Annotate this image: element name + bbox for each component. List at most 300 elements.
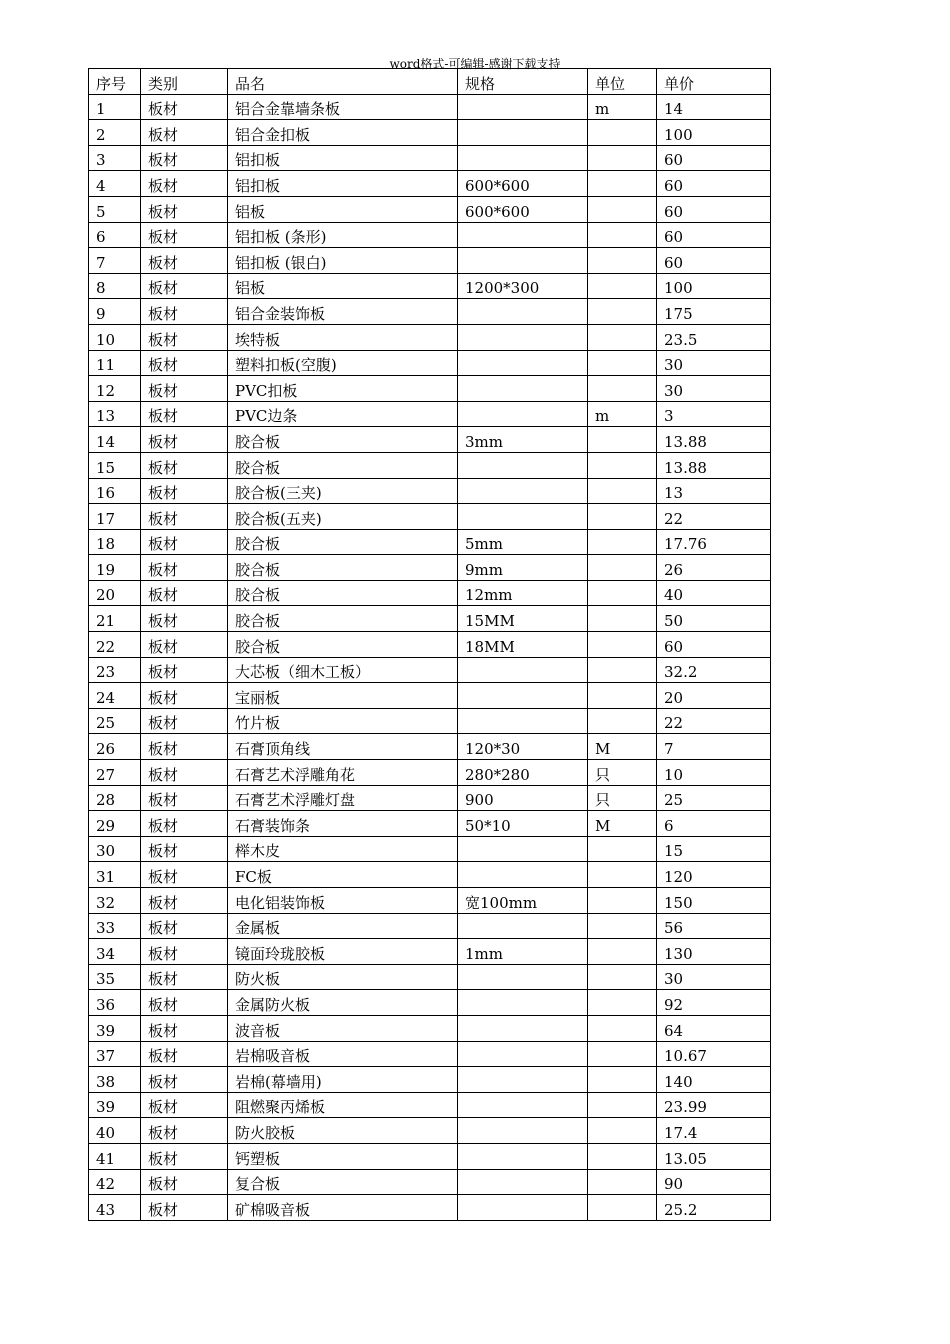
table-row (89, 452, 771, 478)
product-name-cell: 钙塑板 (228, 1143, 458, 1169)
index-cell: 2 (89, 120, 141, 146)
table-row (89, 196, 771, 222)
index-cell: 25 (89, 708, 141, 734)
category-cell: 板材 (141, 683, 228, 709)
index-cell: 31 (89, 862, 141, 888)
index-cell: 3 (89, 145, 141, 171)
product-name-cell: 埃特板 (228, 324, 458, 350)
product-name-cell: 金属防火板 (228, 990, 458, 1016)
product-name-cell: 石膏装饰条 (228, 811, 458, 837)
category-cell: 板材 (141, 504, 228, 530)
unit-price-cell: 60 (657, 222, 771, 248)
unit-price-cell: 30 (657, 964, 771, 990)
unit-cell: M (588, 734, 657, 760)
table-row (89, 1195, 771, 1221)
product-name-cell: 岩棉(幕墙用) (228, 1067, 458, 1093)
product-name-cell: 岩棉吸音板 (228, 1041, 458, 1067)
index-cell: 9 (89, 299, 141, 325)
table-row (89, 1118, 771, 1144)
table-row (89, 760, 771, 786)
product-name-cell: 阻燃聚丙烯板 (228, 1092, 458, 1118)
unit-price-cell: 50 (657, 606, 771, 632)
table-row (89, 708, 771, 734)
unit-cell (588, 452, 657, 478)
product-name-cell: 电化铝装饰板 (228, 888, 458, 914)
product-name-cell: 塑料扣板(空腹) (228, 350, 458, 376)
table-row (89, 427, 771, 453)
index-cell: 4 (89, 171, 141, 197)
category-cell: 板材 (141, 555, 228, 581)
unit-cell (588, 350, 657, 376)
unit-price-cell: 6 (657, 811, 771, 837)
unit-cell (588, 555, 657, 581)
product-name-cell: PVC边条 (228, 401, 458, 427)
category-cell: 板材 (141, 1041, 228, 1067)
spec-cell: 900 (458, 785, 588, 811)
spec-cell (458, 478, 588, 504)
table-row (89, 683, 771, 709)
unit-cell: m (588, 401, 657, 427)
category-cell: 板材 (141, 529, 228, 555)
spec-cell: 9mm (458, 555, 588, 581)
category-cell: 板材 (141, 299, 228, 325)
spec-cell: 50*10 (458, 811, 588, 837)
unit-price-cell: 30 (657, 376, 771, 402)
spec-cell (458, 248, 588, 274)
table-row (89, 376, 771, 402)
spec-cell (458, 1067, 588, 1093)
product-name-cell: 胶合板 (228, 452, 458, 478)
unit-price-cell: 30 (657, 350, 771, 376)
category-cell: 板材 (141, 478, 228, 504)
spec-cell (458, 964, 588, 990)
category-cell: 板材 (141, 196, 228, 222)
table-row (89, 964, 771, 990)
index-cell: 6 (89, 222, 141, 248)
category-cell: 板材 (141, 913, 228, 939)
index-cell: 19 (89, 555, 141, 581)
product-name-cell: 复合板 (228, 1169, 458, 1195)
table-row (89, 785, 771, 811)
product-name-cell: 金属板 (228, 913, 458, 939)
product-name-cell: 胶合板(五夹) (228, 504, 458, 530)
index-cell: 1 (89, 94, 141, 120)
header-cell-unit-price: 单价 (657, 69, 771, 95)
unit-price-cell: 140 (657, 1067, 771, 1093)
spec-cell: 5mm (458, 529, 588, 555)
spec-cell: 1mm (458, 939, 588, 965)
spec-cell: 1200*300 (458, 273, 588, 299)
unit-cell (588, 529, 657, 555)
unit-price-cell: 15 (657, 836, 771, 862)
category-cell: 板材 (141, 708, 228, 734)
table-row (89, 222, 771, 248)
table-row (89, 606, 771, 632)
table-row (89, 273, 771, 299)
unit-price-cell: 60 (657, 196, 771, 222)
table-row (89, 862, 771, 888)
spec-cell (458, 708, 588, 734)
product-name-cell: 胶合板 (228, 606, 458, 632)
unit-cell (588, 862, 657, 888)
product-name-cell: 胶合板 (228, 555, 458, 581)
product-name-cell: 铝扣板 (条形) (228, 222, 458, 248)
category-cell: 板材 (141, 785, 228, 811)
table-row (89, 350, 771, 376)
page-header-note: word格式-可编辑-感谢下载支持 (389, 57, 561, 71)
spec-cell: 12mm (458, 580, 588, 606)
category-cell: 板材 (141, 1092, 228, 1118)
product-name-cell: 波音板 (228, 1015, 458, 1041)
spec-cell (458, 1015, 588, 1041)
category-cell: 板材 (141, 452, 228, 478)
unit-cell (588, 1195, 657, 1221)
unit-price-cell: 60 (657, 145, 771, 171)
product-name-cell: PVC扣板 (228, 376, 458, 402)
spec-cell (458, 401, 588, 427)
table-row (89, 939, 771, 965)
header-cell-product-name: 品名 (228, 69, 458, 95)
spec-cell (458, 1118, 588, 1144)
unit-price-cell: 56 (657, 913, 771, 939)
index-cell: 5 (89, 196, 141, 222)
category-cell: 板材 (141, 350, 228, 376)
product-name-cell: 铝扣板 (银白) (228, 248, 458, 274)
unit-price-cell: 150 (657, 888, 771, 914)
category-cell: 板材 (141, 1067, 228, 1093)
category-cell: 板材 (141, 964, 228, 990)
index-cell: 23 (89, 657, 141, 683)
unit-cell (588, 196, 657, 222)
header-cell-unit: 单位 (588, 69, 657, 95)
price-table (88, 68, 771, 1221)
unit-price-cell: 13.88 (657, 452, 771, 478)
category-cell: 板材 (141, 734, 228, 760)
table-row (89, 401, 771, 427)
unit-cell (588, 657, 657, 683)
unit-cell: m (588, 94, 657, 120)
category-cell: 板材 (141, 324, 228, 350)
product-name-cell: 防火板 (228, 964, 458, 990)
index-cell: 39 (89, 1092, 141, 1118)
table-header (89, 69, 771, 95)
category-cell: 板材 (141, 811, 228, 837)
category-cell: 板材 (141, 888, 228, 914)
unit-price-cell: 13 (657, 478, 771, 504)
unit-cell (588, 171, 657, 197)
category-cell: 板材 (141, 120, 228, 146)
table-row (89, 734, 771, 760)
unit-cell (588, 248, 657, 274)
spec-cell: 600*600 (458, 196, 588, 222)
spec-cell (458, 836, 588, 862)
spec-cell: 15MM (458, 606, 588, 632)
unit-price-cell: 64 (657, 1015, 771, 1041)
unit-price-cell: 90 (657, 1169, 771, 1195)
spec-cell (458, 990, 588, 1016)
table-row (89, 478, 771, 504)
index-cell: 37 (89, 1041, 141, 1067)
index-cell: 8 (89, 273, 141, 299)
unit-price-cell: 13.05 (657, 1143, 771, 1169)
index-cell: 41 (89, 1143, 141, 1169)
table-row (89, 657, 771, 683)
spec-cell (458, 120, 588, 146)
unit-cell (588, 683, 657, 709)
index-cell: 13 (89, 401, 141, 427)
unit-cell (588, 1092, 657, 1118)
spec-cell: 宽100mm (458, 888, 588, 914)
table-row (89, 1015, 771, 1041)
product-name-cell: 铝板 (228, 273, 458, 299)
category-cell: 板材 (141, 632, 228, 658)
unit-price-cell: 100 (657, 120, 771, 146)
table-row (89, 145, 771, 171)
product-name-cell: 胶合板 (228, 427, 458, 453)
category-cell: 板材 (141, 94, 228, 120)
spec-cell (458, 94, 588, 120)
product-name-cell: 石膏艺术浮雕灯盘 (228, 785, 458, 811)
table-row (89, 299, 771, 325)
product-name-cell: 铝合金扣板 (228, 120, 458, 146)
index-cell: 26 (89, 734, 141, 760)
index-cell: 30 (89, 836, 141, 862)
index-cell: 38 (89, 1067, 141, 1093)
table-row (89, 580, 771, 606)
index-cell: 16 (89, 478, 141, 504)
product-name-cell: 镜面玲珑胶板 (228, 939, 458, 965)
category-cell: 板材 (141, 990, 228, 1016)
spec-cell (458, 324, 588, 350)
unit-cell (588, 888, 657, 914)
spec-cell (458, 222, 588, 248)
category-cell: 板材 (141, 1118, 228, 1144)
product-name-cell: 铝板 (228, 196, 458, 222)
unit-price-cell: 120 (657, 862, 771, 888)
category-cell: 板材 (141, 606, 228, 632)
unit-cell (588, 1041, 657, 1067)
unit-cell (588, 913, 657, 939)
header-cell-index: 序号 (89, 69, 141, 95)
index-cell: 21 (89, 606, 141, 632)
index-cell: 39 (89, 1015, 141, 1041)
index-cell: 35 (89, 964, 141, 990)
table-body (89, 94, 771, 1220)
table-row (89, 888, 771, 914)
category-cell: 板材 (141, 222, 228, 248)
unit-cell: 只 (588, 785, 657, 811)
product-name-cell: 石膏顶角线 (228, 734, 458, 760)
index-cell: 12 (89, 376, 141, 402)
spec-cell (458, 1041, 588, 1067)
unit-cell (588, 145, 657, 171)
unit-cell (588, 1169, 657, 1195)
unit-cell (588, 504, 657, 530)
spec-cell: 3mm (458, 427, 588, 453)
unit-cell (588, 1067, 657, 1093)
category-cell: 板材 (141, 657, 228, 683)
spec-cell: 18MM (458, 632, 588, 658)
unit-cell (588, 708, 657, 734)
unit-cell (588, 120, 657, 146)
table-row (89, 248, 771, 274)
unit-cell (588, 1118, 657, 1144)
index-cell: 34 (89, 939, 141, 965)
unit-price-cell: 17.76 (657, 529, 771, 555)
product-name-cell: 胶合板 (228, 580, 458, 606)
category-cell: 板材 (141, 1169, 228, 1195)
table-row (89, 1067, 771, 1093)
spec-cell (458, 1143, 588, 1169)
index-cell: 43 (89, 1195, 141, 1221)
index-cell: 33 (89, 913, 141, 939)
category-cell: 板材 (141, 1143, 228, 1169)
header-cell-spec: 规格 (458, 69, 588, 95)
product-name-cell: 铝合金靠墙条板 (228, 94, 458, 120)
category-cell: 板材 (141, 273, 228, 299)
category-cell: 板材 (141, 760, 228, 786)
category-cell: 板材 (141, 376, 228, 402)
category-cell: 板材 (141, 862, 228, 888)
table-row (89, 120, 771, 146)
spec-cell (458, 145, 588, 171)
unit-price-cell: 22 (657, 504, 771, 530)
unit-cell (588, 964, 657, 990)
unit-cell (588, 1143, 657, 1169)
index-cell: 36 (89, 990, 141, 1016)
product-name-cell: 铝合金装饰板 (228, 299, 458, 325)
index-cell: 15 (89, 452, 141, 478)
index-cell: 40 (89, 1118, 141, 1144)
spec-cell (458, 862, 588, 888)
unit-price-cell: 10.67 (657, 1041, 771, 1067)
spec-cell (458, 299, 588, 325)
unit-price-cell: 25.2 (657, 1195, 771, 1221)
index-cell: 20 (89, 580, 141, 606)
table-row (89, 324, 771, 350)
category-cell: 板材 (141, 248, 228, 274)
category-cell: 板材 (141, 427, 228, 453)
product-name-cell: 铝扣板 (228, 145, 458, 171)
table-row (89, 171, 771, 197)
header-cell-category: 类别 (141, 69, 228, 95)
spec-cell: 280*280 (458, 760, 588, 786)
product-name-cell: 胶合板 (228, 632, 458, 658)
unit-cell: 只 (588, 760, 657, 786)
unit-price-cell: 20 (657, 683, 771, 709)
unit-price-cell: 22 (657, 708, 771, 734)
table-row (89, 529, 771, 555)
index-cell: 7 (89, 248, 141, 274)
table-row (89, 836, 771, 862)
index-cell: 18 (89, 529, 141, 555)
index-cell: 10 (89, 324, 141, 350)
table-row (89, 1169, 771, 1195)
unit-cell (588, 939, 657, 965)
spec-cell (458, 350, 588, 376)
category-cell: 板材 (141, 171, 228, 197)
spec-cell (458, 452, 588, 478)
unit-cell (588, 836, 657, 862)
unit-price-cell: 17.4 (657, 1118, 771, 1144)
unit-cell (588, 324, 657, 350)
index-cell: 17 (89, 504, 141, 530)
unit-cell (588, 478, 657, 504)
table-row (89, 1092, 771, 1118)
unit-price-cell: 23.5 (657, 324, 771, 350)
unit-cell (588, 299, 657, 325)
index-cell: 14 (89, 427, 141, 453)
category-cell: 板材 (141, 939, 228, 965)
table-row (89, 990, 771, 1016)
table-row (89, 1143, 771, 1169)
category-cell: 板材 (141, 1195, 228, 1221)
spec-cell (458, 504, 588, 530)
product-name-cell: 胶合板(三夹) (228, 478, 458, 504)
unit-price-cell: 92 (657, 990, 771, 1016)
unit-price-cell: 60 (657, 632, 771, 658)
category-cell: 板材 (141, 401, 228, 427)
product-name-cell: 大芯板（细木工板） (228, 657, 458, 683)
unit-cell (588, 1015, 657, 1041)
table-row (89, 94, 771, 120)
spec-cell: 600*600 (458, 171, 588, 197)
table-row (89, 811, 771, 837)
index-cell: 22 (89, 632, 141, 658)
product-name-cell: 榉木皮 (228, 836, 458, 862)
unit-price-cell: 60 (657, 248, 771, 274)
product-name-cell: 铝扣板 (228, 171, 458, 197)
spec-cell (458, 657, 588, 683)
index-cell: 32 (89, 888, 141, 914)
spec-cell: 120*30 (458, 734, 588, 760)
spec-cell (458, 1195, 588, 1221)
unit-price-cell: 32.2 (657, 657, 771, 683)
header-row (89, 69, 771, 95)
spec-cell (458, 376, 588, 402)
product-name-cell: 竹片板 (228, 708, 458, 734)
product-name-cell: 宝丽板 (228, 683, 458, 709)
product-name-cell: FC板 (228, 862, 458, 888)
category-cell: 板材 (141, 145, 228, 171)
unit-cell (588, 606, 657, 632)
table-row (89, 913, 771, 939)
unit-price-cell: 60 (657, 171, 771, 197)
spec-cell (458, 1092, 588, 1118)
unit-cell (588, 632, 657, 658)
unit-price-cell: 14 (657, 94, 771, 120)
unit-cell (588, 427, 657, 453)
unit-cell (588, 376, 657, 402)
unit-cell (588, 580, 657, 606)
unit-price-cell: 175 (657, 299, 771, 325)
table-row (89, 1041, 771, 1067)
unit-price-cell: 26 (657, 555, 771, 581)
unit-price-cell: 13.88 (657, 427, 771, 453)
unit-price-cell: 23.99 (657, 1092, 771, 1118)
product-name-cell: 矿棉吸音板 (228, 1195, 458, 1221)
unit-cell: M (588, 811, 657, 837)
unit-cell (588, 273, 657, 299)
unit-price-cell: 25 (657, 785, 771, 811)
unit-cell (588, 222, 657, 248)
product-name-cell: 胶合板 (228, 529, 458, 555)
unit-cell (588, 990, 657, 1016)
index-cell: 29 (89, 811, 141, 837)
spec-cell (458, 683, 588, 709)
index-cell: 24 (89, 683, 141, 709)
product-name-cell: 防火胶板 (228, 1118, 458, 1144)
